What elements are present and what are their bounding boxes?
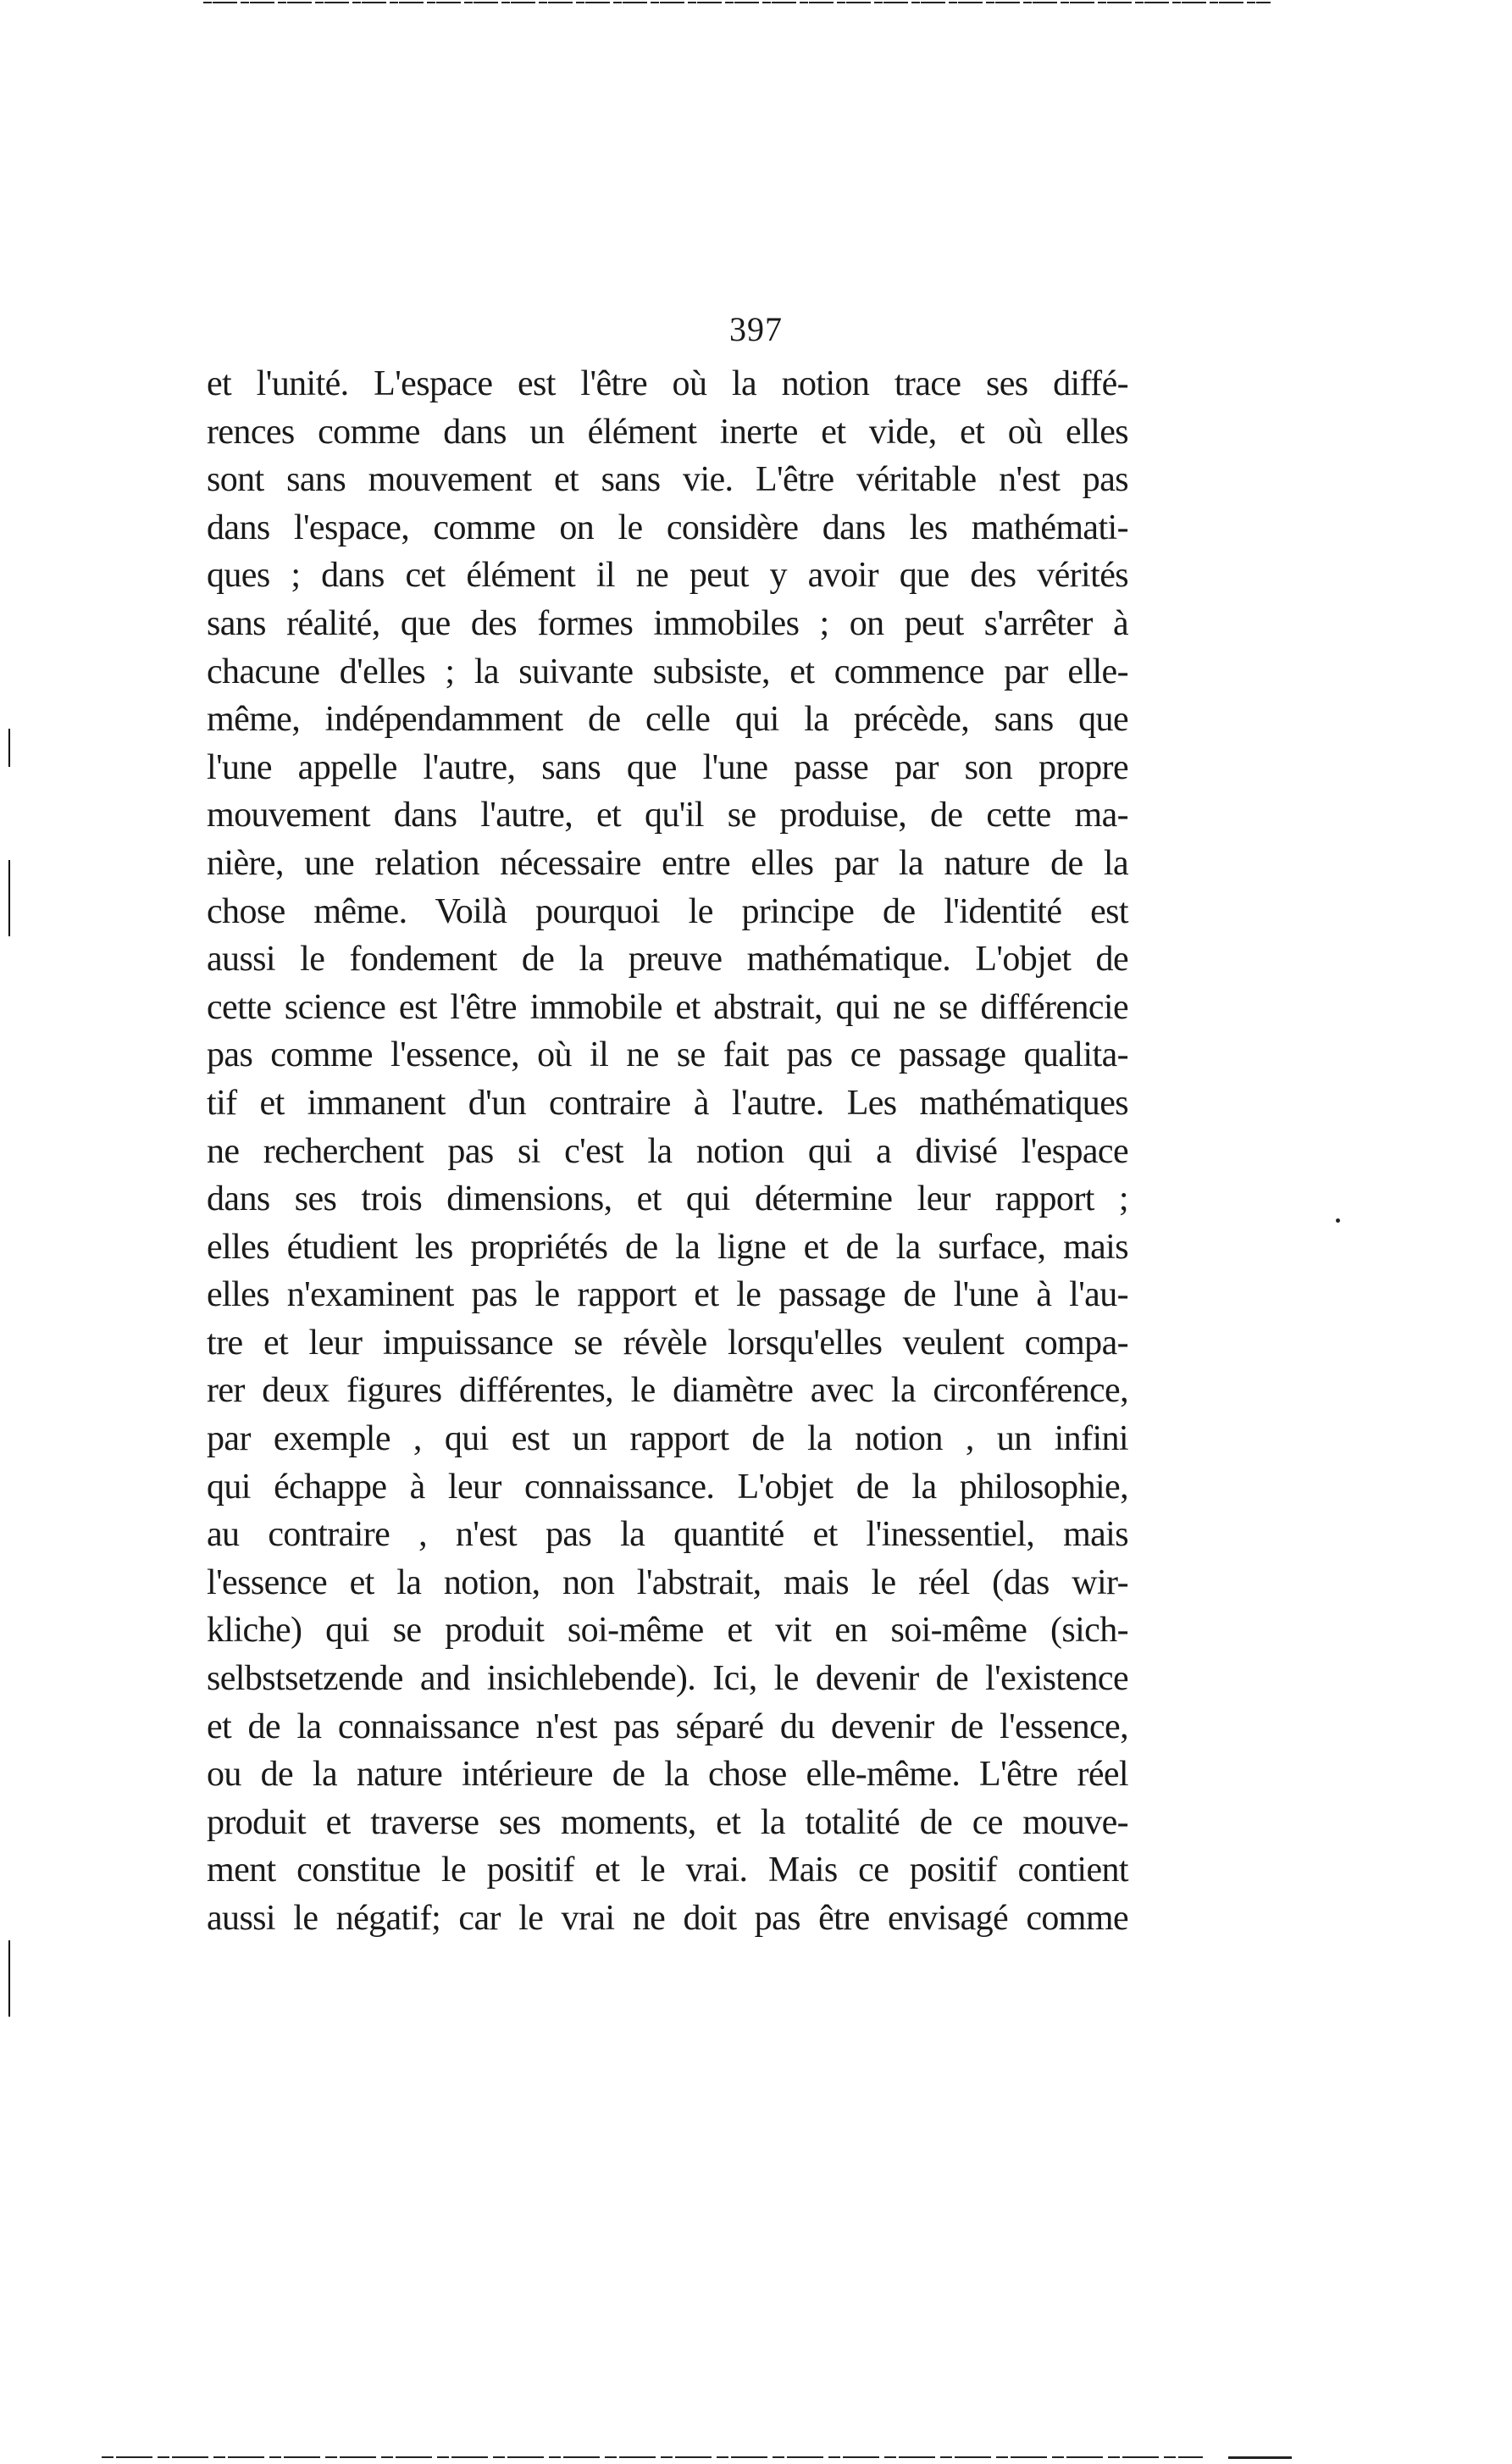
text-line: aussi le négatif; car le vrai ne doit pas être envisagé comme xyxy=(207,1899,1128,1938)
text-line: sont sans mouvement et sans vie. L'être véritable n'est pas xyxy=(207,460,1128,500)
text-line: ment constitue le positif et le vrai. Mais ce positif contient xyxy=(207,1851,1128,1890)
text-line: dans l'espace, comme on le considère dans les mathémati- xyxy=(207,508,1128,547)
scan-left-mark xyxy=(8,1940,10,2017)
text-line: ou de la nature intérieure de la chose elle-même. L'être réel xyxy=(207,1755,1128,1795)
text-line: selbstsetzende and insichlebende). Ici, le devenir de l'existence xyxy=(207,1659,1128,1699)
text-line: tif et immanent d'un contraire à l'autre. Les mathématiques xyxy=(207,1083,1128,1123)
text-line: nière, une relation nécessaire entre elles par la nature de la xyxy=(207,843,1128,883)
text-line: rer deux figures différentes, le diamètre avec la circonférence, xyxy=(207,1371,1128,1411)
text-line: qui échappe à leur connaissance. L'objet de la philosophie, xyxy=(207,1467,1128,1507)
scan-bottom-edge xyxy=(102,2456,1203,2458)
text-line: mouvement dans l'autre, et qu'il se produise, de cette ma- xyxy=(207,796,1128,835)
text-line: dans ses trois dimensions, et qui détermine leur rapport ; xyxy=(207,1179,1128,1219)
text-line: tre et leur impuissance se révèle lorsqu'elles veulent compa- xyxy=(207,1323,1128,1362)
text-line: l'essence et la notion, non l'abstrait, mais le réel (das wir- xyxy=(207,1562,1128,1602)
text-line: chose même. Voilà pourquoi le principe de l'identité est xyxy=(207,891,1128,931)
text-line: sans réalité, que des formes immobiles ; on peut s'arrêter à xyxy=(207,603,1128,643)
text-line: et de la connaissance n'est pas séparé du devenir de l'essence, xyxy=(207,1706,1128,1746)
text-line: elles étudient les propriétés de la ligne et de la surface, mais xyxy=(207,1227,1128,1267)
text-line: cette science est l'être immobile et abstrait, qui ne se différencie xyxy=(207,987,1128,1027)
text-line: rences comme dans un élément inerte et vide, et où elles xyxy=(207,412,1128,452)
scan-left-mark xyxy=(8,729,10,767)
text-line: chacune d'elles ; la suivante subsiste, et commence par elle- xyxy=(207,652,1128,691)
scan-top-edge xyxy=(203,2,1271,3)
text-line: produit et traverse ses moments, et la totalité de ce mouve- xyxy=(207,1802,1128,1842)
text-line: l'une appelle l'autre, sans que l'une passe par son propre xyxy=(207,747,1128,787)
text-line: au contraire , n'est pas la quantité et l'inessentiel, mais xyxy=(207,1515,1128,1555)
text-line: ne recherchent pas si c'est la notion qui a divisé l'espace xyxy=(207,1131,1128,1171)
scan-left-mark xyxy=(8,860,10,936)
page-body-text xyxy=(207,360,1128,1943)
text-line: aussi le fondement de la preuve mathématique. L'objet de xyxy=(207,940,1128,979)
scan-speck xyxy=(1336,1218,1340,1223)
text-line: ques ; dans cet élément il ne peut y avoir que des vérités xyxy=(207,556,1128,596)
text-line: elles n'examinent pas le rapport et le passage de l'une à l'au- xyxy=(207,1275,1128,1315)
scan-bottom-edge xyxy=(1228,2456,1292,2459)
text-line: par exemple , qui est un rapport de la notion , un infini xyxy=(207,1419,1128,1459)
text-line: même, indépendamment de celle qui la précède, sans que xyxy=(207,700,1128,740)
text-line: et l'unité. L'espace est l'être où la notion trace ses diffé- xyxy=(207,364,1128,403)
page-number: 397 xyxy=(729,310,783,348)
text-line: pas comme l'essence, où il ne se fait pas ce passage qualita- xyxy=(207,1035,1128,1075)
text-line: kliche) qui se produit soi-même et vit en soi-même (sich- xyxy=(207,1611,1128,1651)
